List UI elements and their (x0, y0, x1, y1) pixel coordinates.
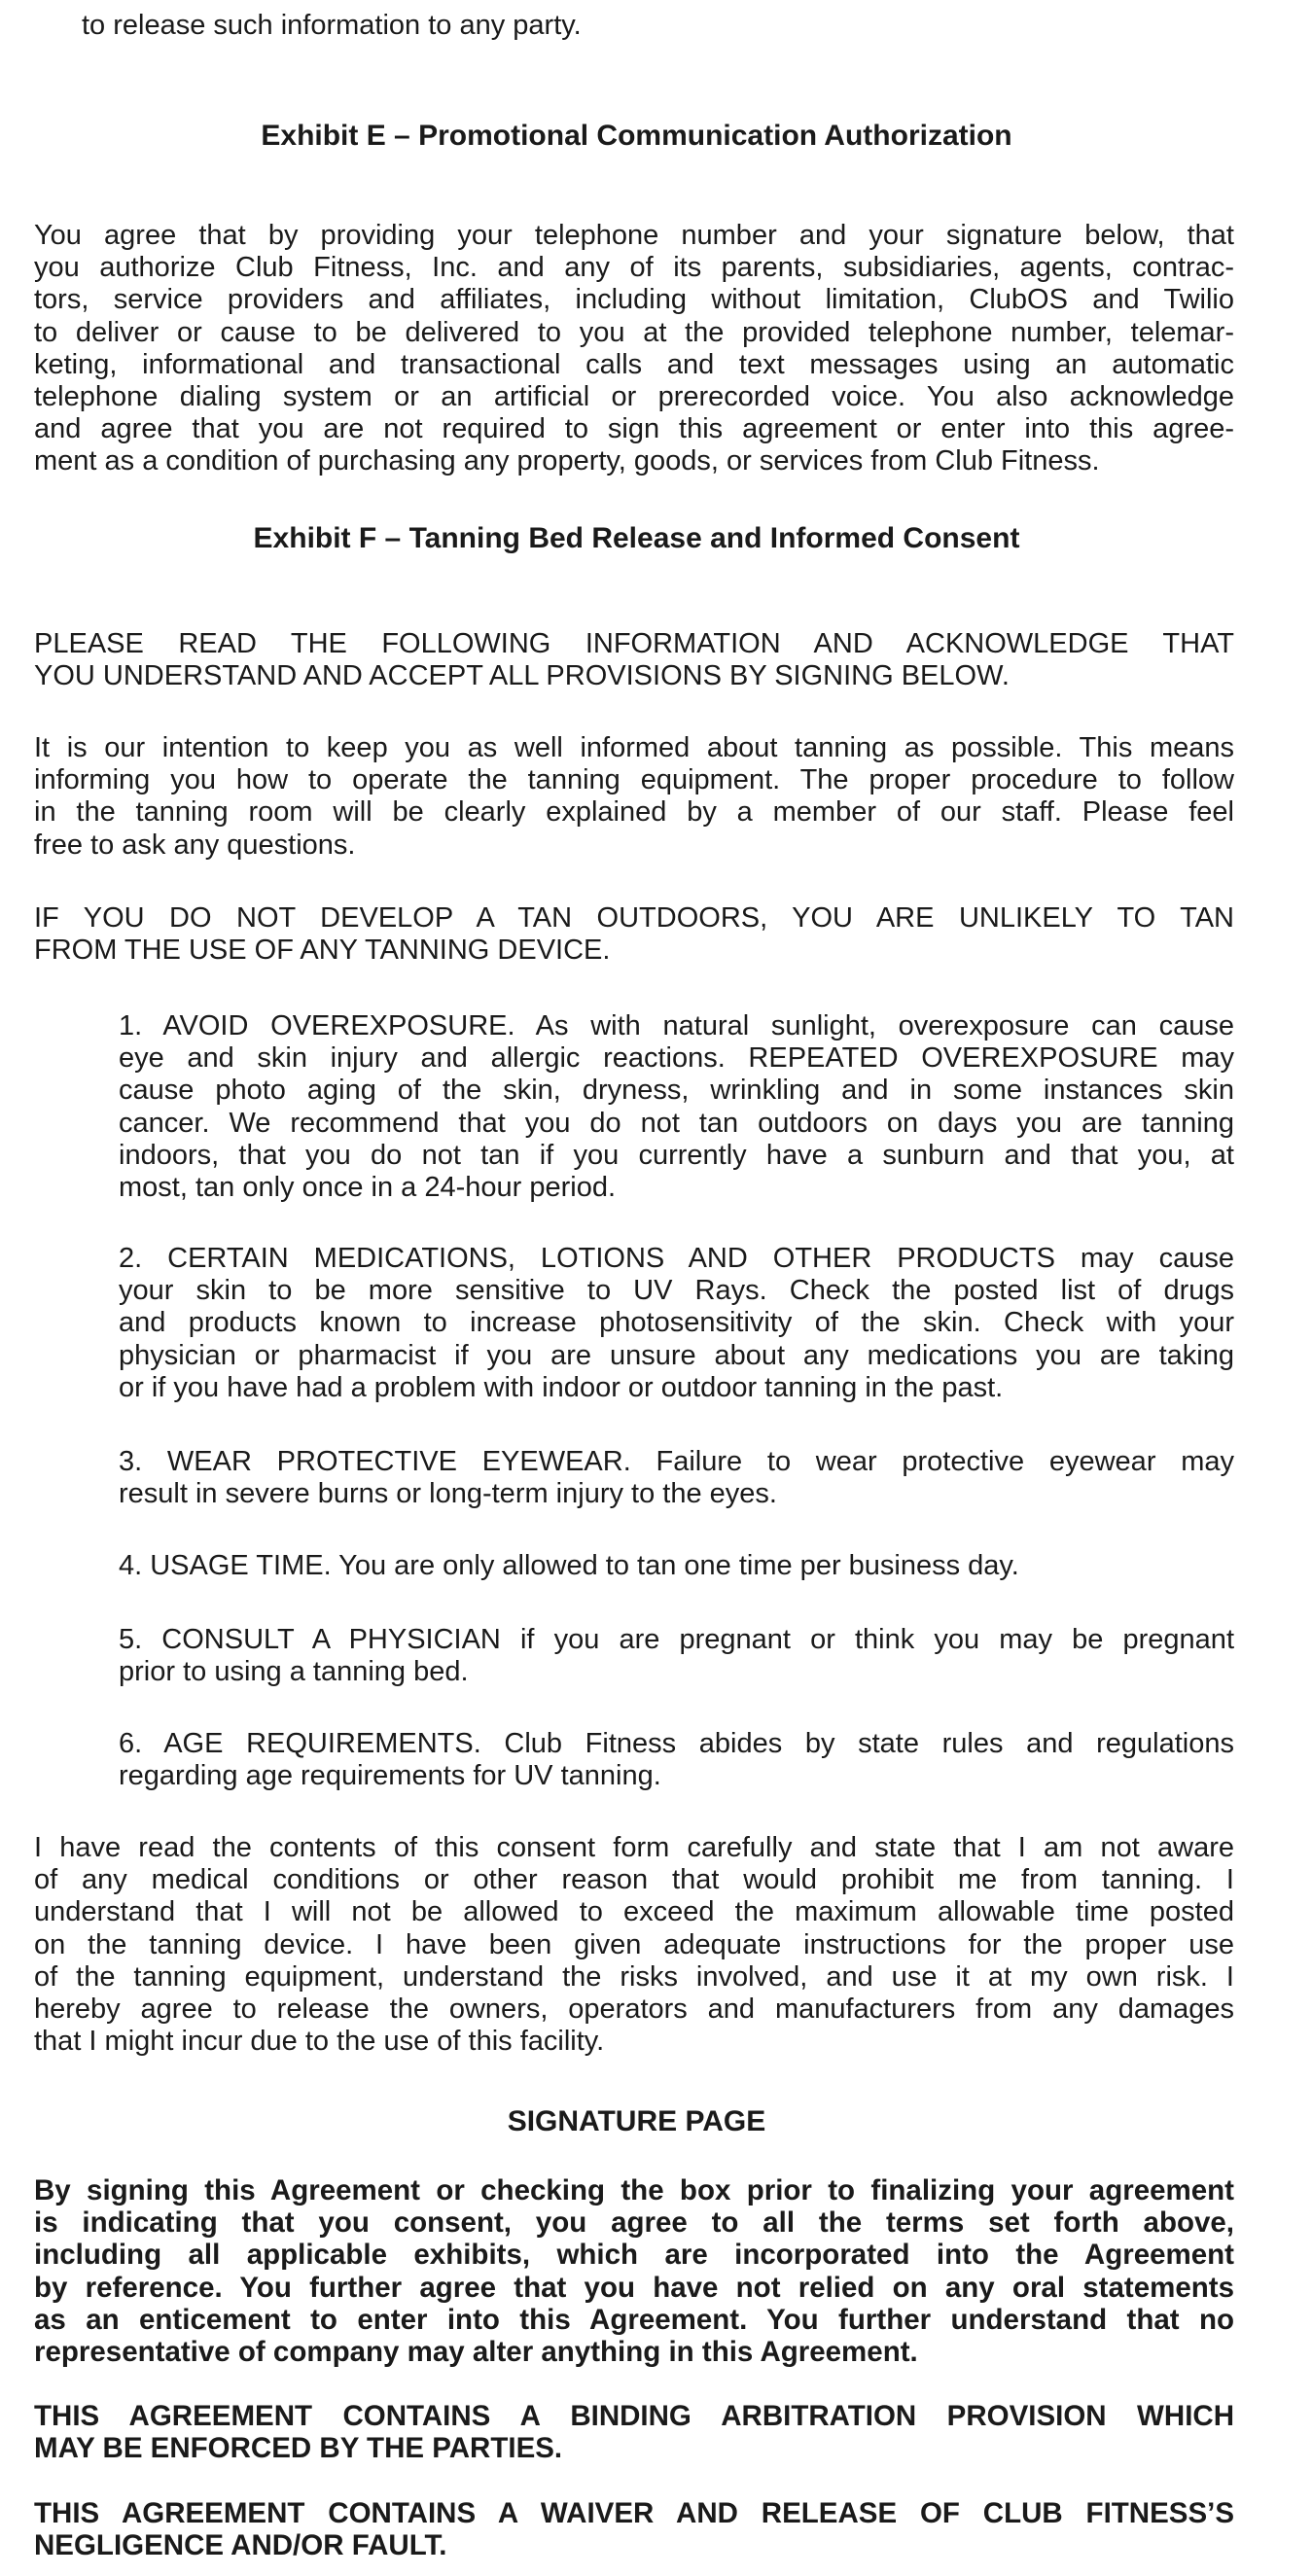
text-line: of the tanning equipment, understand the risks involved, and use it at my own risk. I (34, 1960, 1234, 1993)
text-line: as an enticement to enter into this Agreement. You further understand that no (34, 2303, 1234, 2336)
text-line: THIS AGREEMENT CONTAINS A BINDING ARBITRATION PROVISION WHICH (34, 2400, 1234, 2432)
exhibit-f-consent-paragraph (34, 1832, 1234, 2058)
text-line: By signing this Agreement or checking the box prior to finalizing your agreement (34, 2174, 1234, 2206)
text-line: you authorize Club Fitness, Inc. and any of its parents, subsidiaries, agents, contrac- (34, 252, 1234, 284)
text-line: in the tanning room will be clearly explained by a member of our staff. Please feel (34, 796, 1234, 829)
arbitration-notice (34, 2400, 1234, 2464)
exhibit-f-item-5 (119, 1624, 1234, 1688)
text-line: 5. CONSULT A PHYSICIAN if you are pregnant or think you may be pregnant (119, 1624, 1234, 1655)
text-line: indoors, that you do not tan if you currently have a sunburn and that you, at (119, 1139, 1234, 1171)
text-line: informing you how to operate the tanning equipment. The proper procedure to follow (34, 764, 1234, 796)
text-line: regarding age requirements for UV tanning. (119, 1760, 661, 1792)
text-line: MAY BE ENFORCED BY THE PARTIES. (34, 2432, 563, 2465)
text-line: telephone dialing system or an artificial or prerecorded voice. You also acknowledge (34, 381, 1234, 413)
text-line: on the tanning device. I have been given adequate instructions for the proper use (34, 1928, 1234, 1960)
text-line: including all applicable exhibits, which are incorporated into the Agreement (34, 2239, 1234, 2272)
text-line: 4. USAGE TIME. You are only allowed to tan one time per business day. (119, 1550, 1019, 1581)
text-line: prior to using a tanning bed. (119, 1656, 469, 1688)
text-line: 1. AVOID OVEREXPOSURE. As with natural sunlight, overexposure can cause (119, 1010, 1234, 1041)
top-continuation-text: to release such information to any party. (82, 10, 582, 41)
exhibit-f-heading: Exhibit F – Tanning Bed Release and Informed Consent (253, 522, 1020, 554)
text-line: hereby agree to release the owners, operators and manufacturers from any damages (34, 1994, 1234, 2026)
text-line: NEGLIGENCE AND/OR FAULT. (34, 2529, 447, 2562)
exhibit-f-item-4 (119, 1550, 1234, 1582)
text-line: by reference. You further agree that you have not relied on any oral statements (34, 2271, 1234, 2304)
text-line: eye and skin injury and allergic reactions. REPEATED OVEREXPOSURE may (119, 1042, 1234, 1075)
exhibit-f-warning (34, 902, 1234, 967)
text-line: representative of company may alter anything in this Agreement. (34, 2336, 918, 2369)
exhibit-f-item-2 (119, 1243, 1234, 1404)
exhibit-f-item-3 (119, 1446, 1234, 1510)
signature-page-heading: SIGNATURE PAGE (507, 2105, 766, 2137)
text-line: FROM THE USE OF ANY TANNING DEVICE. (34, 935, 611, 967)
text-line: cause photo aging of the skin, dryness, wrinkling and in some instances skin (119, 1075, 1234, 1107)
exhibit-f-item-6 (119, 1728, 1234, 1792)
text-line: understand that I will not be allowed to exceed the maximum allowable time posted (34, 1896, 1234, 1928)
text-line: YOU UNDERSTAND AND ACCEPT ALL PROVISIONS BY SIGNING BELOW. (34, 660, 1010, 692)
exhibit-e-paragraph (34, 220, 1234, 478)
text-line: result in severe burns or long-term injury to the eyes. (119, 1478, 777, 1510)
text-line: cancer. We recommend that you do not tan outdoors on days you are tanning (119, 1107, 1234, 1139)
exhibit-f-intention-paragraph (34, 732, 1234, 862)
text-line: 2. CERTAIN MEDICATIONS, LOTIONS AND OTHER PRODUCTS may cause (119, 1243, 1234, 1274)
text-line: keting, informational and transactional calls and text messages using an automatic (34, 348, 1234, 380)
text-line: or if you have had a problem with indoor or outdoor tanning in the past. (119, 1371, 1004, 1403)
text-line: that I might incur due to the use of this facility. (34, 2026, 605, 2058)
text-line: It is our intention to keep you as well informed about tanning as possible. This means (34, 732, 1234, 763)
text-line: to deliver or cause to be delivered to you at the provided telephone number, telemar- (34, 316, 1234, 348)
text-line: and agree that you are not required to sign this agreement or enter into this agree- (34, 413, 1234, 445)
text-line: PLEASE READ THE FOLLOWING INFORMATION AND ACKNOWLEDGE THAT (34, 628, 1234, 659)
text-line: free to ask any questions. (34, 829, 356, 861)
text-line: 6. AGE REQUIREMENTS. Club Fitness abides by state rules and regulations (119, 1728, 1234, 1759)
text-line: IF YOU DO NOT DEVELOP A TAN OUTDOORS, YOU ARE UNLIKELY TO TAN (34, 902, 1234, 934)
text-line: ment as a condition of purchasing any property, goods, or services from Club Fitness. (34, 445, 1100, 477)
text-line: is indicating that you consent, you agree to all the terms set forth above, (34, 2206, 1234, 2240)
exhibit-f-please-read (34, 628, 1234, 692)
text-line: tors, service providers and affiliates, including without limitation, ClubOS and Twilio (34, 284, 1234, 316)
text-line: and products known to increase photosensitivity of the skin. Check with your (119, 1307, 1234, 1339)
exhibit-e-heading: Exhibit E – Promotional Communication Authorization (261, 120, 1012, 152)
text-line: You agree that by providing your telephone number and your signature below, that (34, 220, 1234, 251)
text-line: 3. WEAR PROTECTIVE EYEWEAR. Failure to wear protective eyewear may (119, 1446, 1234, 1477)
text-line: your skin to be more sensitive to UV Rays. Check the posted list of drugs (119, 1275, 1234, 1307)
waiver-notice (34, 2497, 1234, 2561)
text-line: of any medical conditions or other reason that would prohibit me from tanning. I (34, 1864, 1234, 1896)
text-line: most, tan only once in a 24-hour period. (119, 1172, 617, 1204)
signature-agreement-paragraph (34, 2174, 1234, 2368)
exhibit-f-item-1 (119, 1010, 1234, 1204)
text-line: THIS AGREEMENT CONTAINS A WAIVER AND RELEASE OF CLUB FITNESS’S (34, 2497, 1234, 2529)
text-line: I have read the contents of this consent form carefully and state that I am not aware (34, 1832, 1234, 1863)
text-line: physician or pharmacist if you are unsure about any medications you are taking (119, 1339, 1234, 1371)
